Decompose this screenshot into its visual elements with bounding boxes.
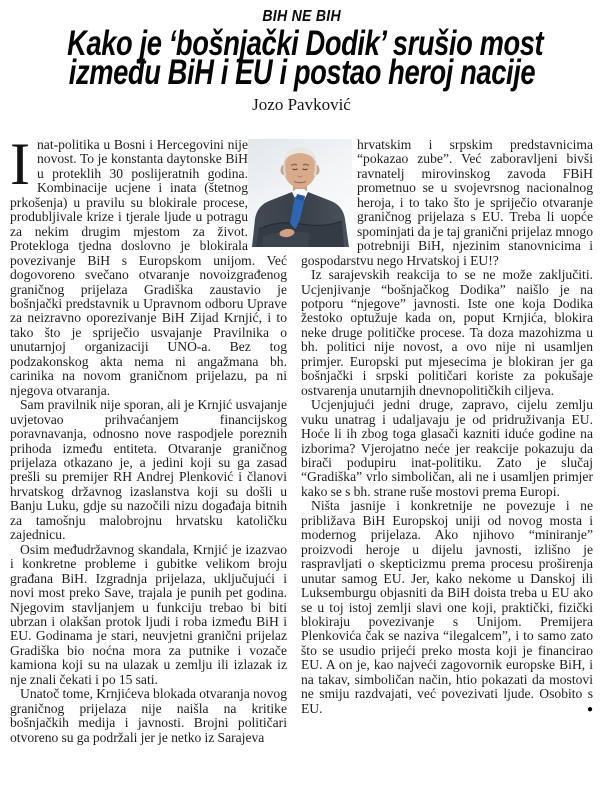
paragraph-3: Osim međudržavnog skandala, Krnjić je izazvao i konkretne probleme i gubitke velikom broju građana BiH. Izgradnja prijelaza, uključujući i novi most preko Save, trajala je punih pet godina. Njegovim stavljanjem u funkciju trebao bi biti ubrzan i olakšan protok ljudi i roba između BiH i EU. Godinama je stari, neuvjetni granični prijelaz Gradiška bio noćna mora za putnike i vozače kamiona koji su na ulazak u zemlju ili izlazak iz nje znali čekati i po 15 sati.	[10, 541, 287, 687]
byline: Jozo Pavković	[252, 95, 351, 114]
paragraph-5: Iz sarajevskih reakcija to se ne može zaključiti. Ucjenjivanje “bošnjačkog Dodika” naišlo je na potporu “njegove” javnosti. Iste one koja Dodika žestoko optužuje kada on, poput Krnjića, blokira neke druge političke procese. Ta doza mazohizma u bh. politici nije novost, a ovo nije ni usamljen primjer. Europski put mjesecima je blokiran jer ga bošnjački i srpski političari koriste za pokušaje ostvarenja unutarnjih dnevnopolitičkih ciljeva.	[301, 267, 593, 398]
author-photo	[248, 139, 352, 247]
author-portrait-illustration	[248, 139, 352, 247]
headline-line-1: Kako je ‘bošnjački Dodik’ srušio most	[67, 24, 544, 63]
article-header	[0, 8, 603, 114]
headline	[0, 24, 603, 92]
headline-line-2: između BiH i EU i postao heroj nacije	[68, 53, 535, 92]
article-end-mark: ●	[586, 704, 593, 716]
paragraph-1-text: nat-politika u Bosni i Hercegovini nije novost. To je konstanta daytonske BiH u proteklih 30 poslijeratnih godina. Kombinacije ucjene i inata (štetnog prkošenja) u pravilu su blokirale procese, produbljivale krize i tjerale ljude u potragu za nekim drugim mjestom za život. Protekloga tjedna doslovno je blokirala povezivanje BiH s Europskom unijom. Već dogovoreno svečano otvaranje novoizgrađenog graničnog prijelaza Gradiška zaustavio je bošnjački predstavnik u Upravnom odboru Uprave za neizravno oporezivanje BiH Zijad Krnjić, i to tako što je spriječio usvajanje Pravilnika o unutarnjoj organizaciji UNO-a. Bez tog podzakonskog akta nema ni angažmana bh. carinika na novom graničnom prijelazu, pa ni njegova otvaranja.	[10, 137, 287, 398]
drop-cap: I	[10, 131, 30, 197]
paragraph-1	[10, 131, 287, 398]
column-left	[10, 131, 288, 745]
paragraph-6: Ucjenjujući jedni druge, zapravo, cijelu zemlju vuku unatrag i udaljavaju je od pridruživanja EU. Hoće li ih zbog toga glasači kazniti iduće godine na izborima? Vjerojatno neće jer reakcije pokazuju da birači podupiru inat-politiku. Zato je slučaj “Gradiška” vrlo simboličan, ali ne i usamljen primjer kako se s bh. strane ruše mostovi prema Europi.	[301, 397, 593, 499]
kicker-text: BIH NE BIH	[262, 8, 341, 25]
paragraph-2: Sam pravilnik nije sporan, ali je Krnjić usvajanje uvjetovao prihvaćanjem financijskog poravnavanja, odnosno nove raspodjele poreznih prihoda između entiteta. Otvaranje graničnog prijelaza otkazano je, a jedini koji su ga zasad prešli su premijer RH Andrej Plenković i članovi hrvatskog državnog izaslanstva koji su došli u Banju Luku, gdje su nazočili nizu događaja bitnih za tamošnju malobrojnu hrvatsku katoličku zajednicu.	[10, 397, 287, 543]
paragraph-7: Ništa jasnije i konkretnije ne povezuje i ne približava BiH Europskoj uniji od novog mosta i modernog prijelaza. Ako njihovo “miniranje” proizvodi heroje u dijelu javnosti, izlišno je raspravljati o skepticizmu prema procesu proširenja unutar samog EU. Jer, kako nekome u Danskoj ili Luksemburgu objasniti da BiH doista treba u EU ako se u toj istoj zemlji slavi one koji, praktički, fizički blokiraju povezivanje s Unijom. Premijera Plenkovića čak se naziva “ilegalcem”, i to samo zato što se usudio prijeći preko mosta koji je financirao EU. A on je, kao najveći zagovornik europske BiH, i na takav, simboličan način, htio pokazati da mostovi ne smiju razdvajati, već povezivati ljude. Osobito s EU.	[301, 498, 593, 716]
paragraph-4: Unatoč tome, Krnjićeva blokada otvaranja novog graničnog prijelaza nije naišla na kritike bošnjačkih medija i javnosti. Brojni političari otvoreno su ga podržali jer je netko iz Sarajeva	[10, 686, 288, 745]
article-body	[10, 131, 593, 785]
paragraph-4-continued: hrvatskim i srpskim predstavnicima “pokazao zube”. Već zaboravljeni bivši ravnatelj mirovinskog zavoda FBiH prometnuo se u svojevrsnog nacionalnog heroja, i to tako što je spriječio otvaranje graničnog prijelaza s EU. Treba li uopće spominjati da je taj granični prijelaz mnogo potrebniji BiH, njezinim stanovnicima i gospodarstvu nego Hrvatskoj i EU!?	[301, 137, 593, 268]
